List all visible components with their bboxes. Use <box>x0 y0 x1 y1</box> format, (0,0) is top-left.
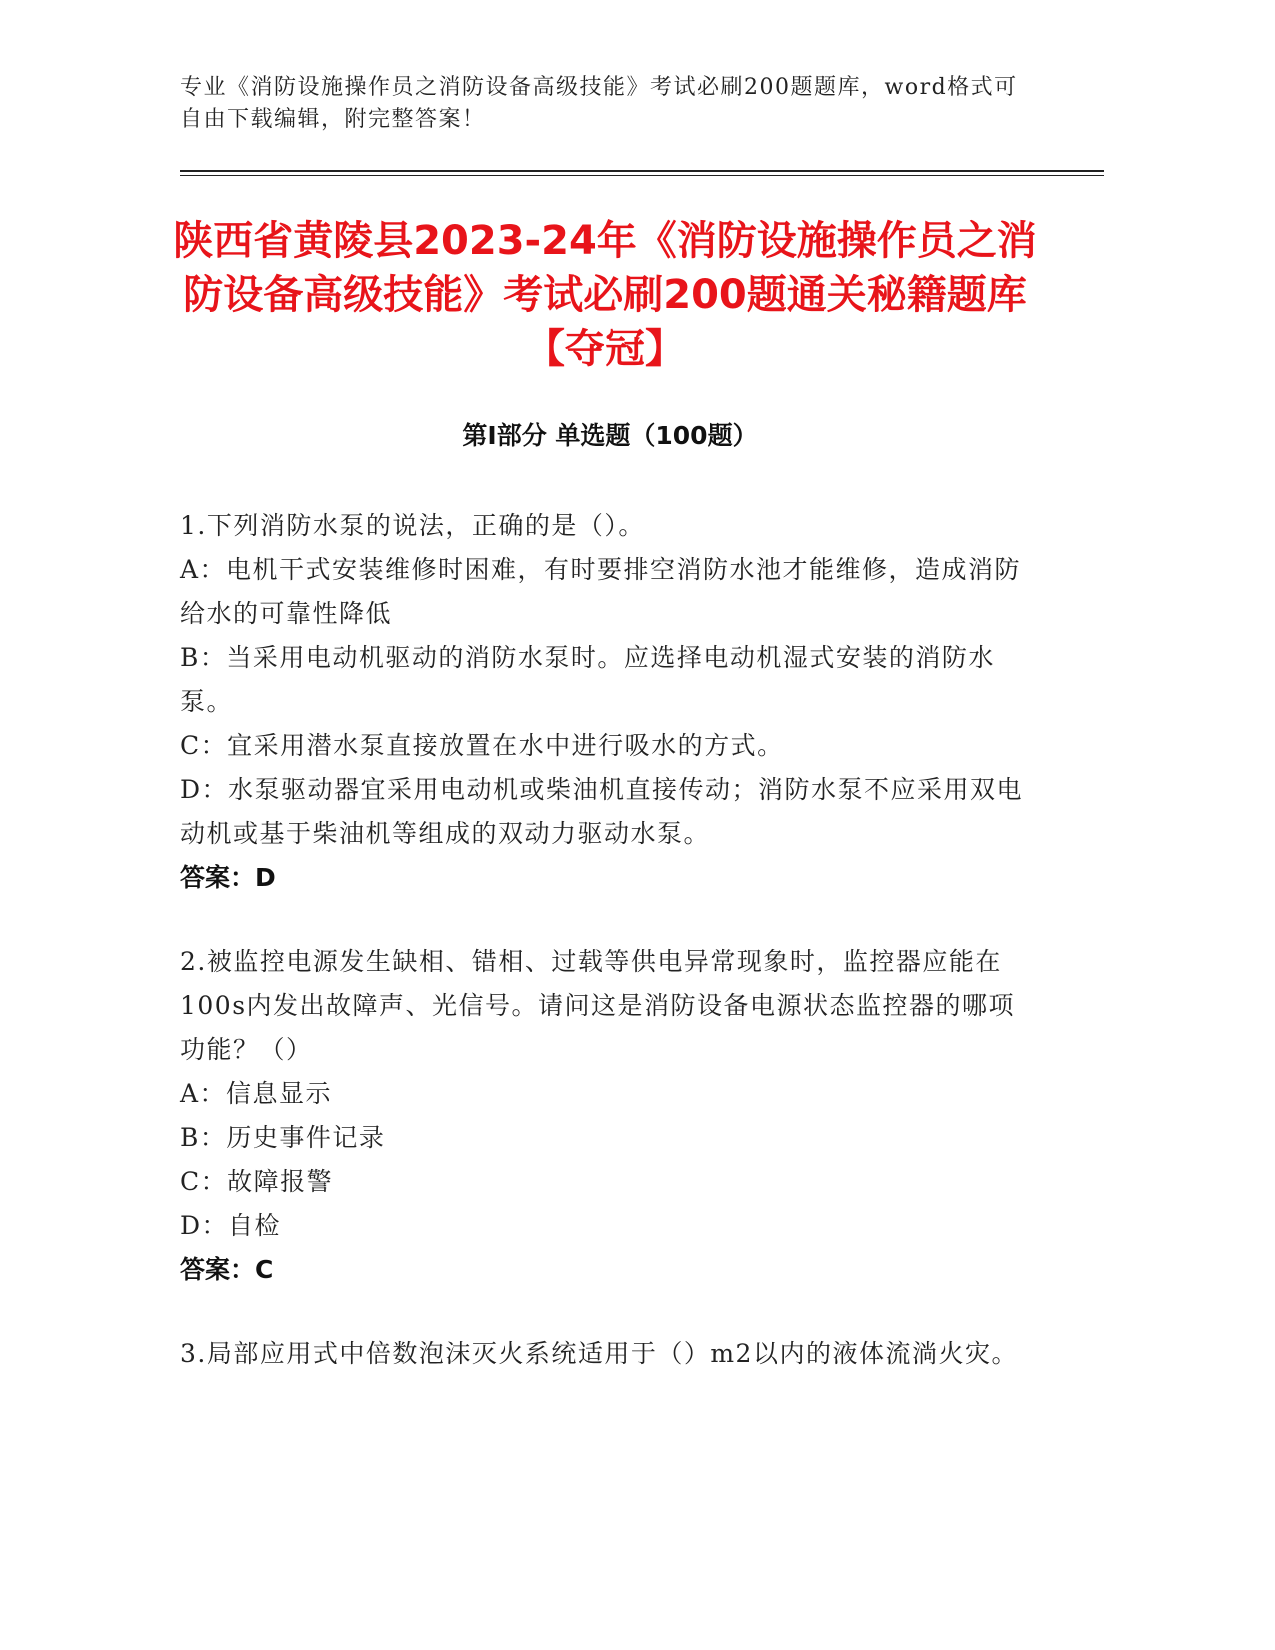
option-b: B：当采用电动机驱动的消防水泵时。应选择电动机湿式安装的消防水泵。 <box>180 643 995 716</box>
question-text: 3.局部应用式中倍数泡沫灭火系统适用于（）m2以内的液体流淌火灾。 <box>180 1339 1018 1368</box>
option-b: B：历史事件记录 <box>180 1123 386 1152</box>
header-divider-thin <box>180 175 1104 176</box>
question-block <box>180 504 1030 900</box>
answer-text: 答案：C <box>180 1255 274 1284</box>
section-title: 第I部分 单选题（100题） <box>462 421 758 450</box>
question-text: 2.被监控电源发生缺相、错相、过载等供电异常现象时，监控器应能在100s内发出故障声、光信号。请问这是消防设备电源状态监控器的哪项功能？（） <box>180 947 1016 1064</box>
question-text: 1.下列消防水泵的说法，正确的是（）。 <box>180 511 645 540</box>
document-title: 陕西省黄陵县2023-24年《消防设施操作员之消防设备高级技能》考试必刷200题通关秘籍题库【夺冠】 <box>173 218 1037 372</box>
option-d: D：自检 <box>180 1211 282 1240</box>
option-c: C：故障报警 <box>180 1167 334 1196</box>
header-note: 专业《消防设施操作员之消防设备高级技能》考试必刷200题题库，word格式可自由下载编辑，附完整答案！ <box>180 75 1018 132</box>
option-d: D：水泵驱动器宜采用电动机或柴油机直接传动；消防水泵不应采用双电动机或基于柴油机等组成的双动力驱动水泵。 <box>180 775 1024 848</box>
option-a: A：电机干式安装维修时困难，有时要排空消防水池才能维修，造成消防给水的可靠性降低 <box>180 555 1022 628</box>
question-block <box>180 940 1030 1292</box>
question-block <box>180 1332 1030 1376</box>
option-c: C：宜采用潜水泵直接放置在水中进行吸水的方式。 <box>180 731 784 760</box>
answer-text: 答案：D <box>180 863 276 892</box>
header-divider-thick <box>180 170 1104 172</box>
option-a: A：信息显示 <box>180 1079 333 1108</box>
